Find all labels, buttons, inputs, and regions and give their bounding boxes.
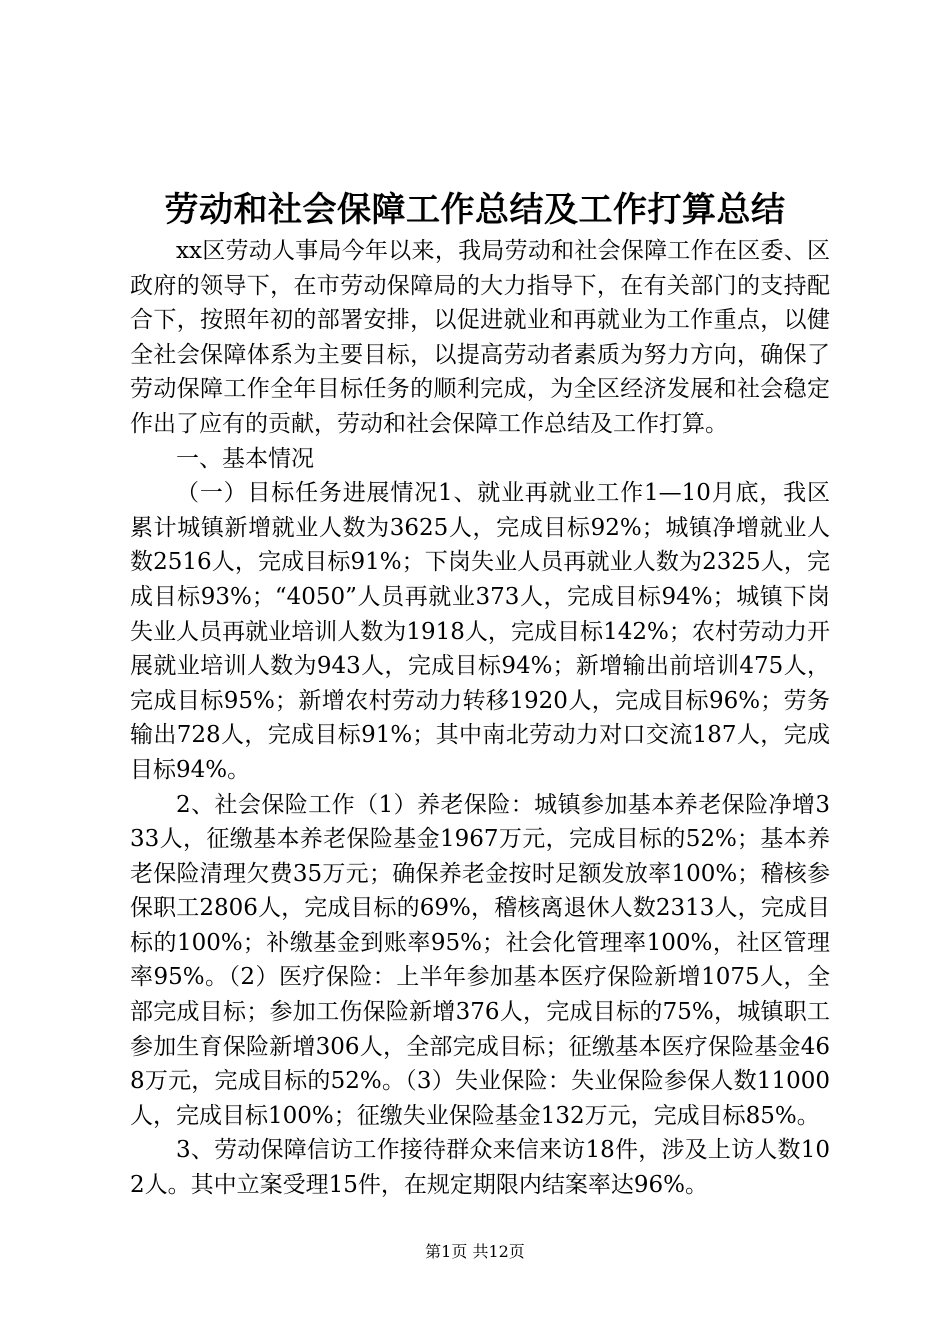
paragraph-intro: xx区劳动人事局今年以来，我局劳动和社会保障工作在区委、区政府的领导下，在市劳动保障局的大力指导下，在有关部门的支持配合下，按照年初的部署安排，以促进就业和再就业为工作重点，以健全社会保障体系为主要目标，以提高劳动者素质为努力方向，确保了劳动保障工作全年目标任务的顺利完成，为全区经济发展和社会稳定作出了应有的贡献，劳动和社会保障工作总结及工作打算。 <box>130 238 830 437</box>
section-heading-basic-situation: 一、基本情况 <box>176 445 314 472</box>
paragraph-employment: （一）目标任务进展情况1、就业再就业工作1—10月底，我区累计城镇新增就业人数为3625人，完成目标92%；城镇净增就业人数2516人，完成目标91%；下岗失业人员再就业人数为2325人，完成目标93%；“4050”人员再就业373人，完成目标94%；城镇下岗失业人员再就业培训人数为1918人，完成目标142%；农村劳动力开展就业培训人数为943人，完成目标94%；新增输出前培训475人，完成目标95%；新增农村劳动力转移1920人，完成目标96%；劳务输出728人，完成目标91%；其中南北劳动力对口交流187人，完成目标94%。 <box>130 480 830 783</box>
document-title: 劳动和社会保障工作总结及工作打算总结 <box>164 190 786 230</box>
document-body <box>130 234 830 1203</box>
page-footer: 第1页 共12页 <box>425 1242 525 1261</box>
paragraph-social-insurance: 2、社会保险工作（1）养老保险：城镇参加基本养老保险净增333人，征缴基本养老保险基金1967万元，完成目标的52%；基本养老保险清理欠费35万元；确保养老金按时足额发放率100%；稽核参保职工2806人，完成目标的69%，稽核离退休人数2313人，完成目标的100%；补缴基金到账率95%；社会化管理率100%，社区管理率95%。（2）医疗保险：上半年参加基本医疗保险新增1075人，全部完成目标；参加工伤保险新增376人，完成目标的75%，城镇职工参加生育保险新增306人，全部完成目标；征缴基本医疗保险基金468万元，完成目标的52%。（3）失业保险：失业保险参保人数11000人，完成目标100%；征缴失业保险基金132万元，完成目标85%。 <box>130 791 830 1129</box>
paragraph-petitions: 3、劳动保障信访工作接待群众来信来访18件，涉及上访人数102人。其中立案受理15件，在规定期限内结案率达96%。 <box>130 1137 830 1199</box>
